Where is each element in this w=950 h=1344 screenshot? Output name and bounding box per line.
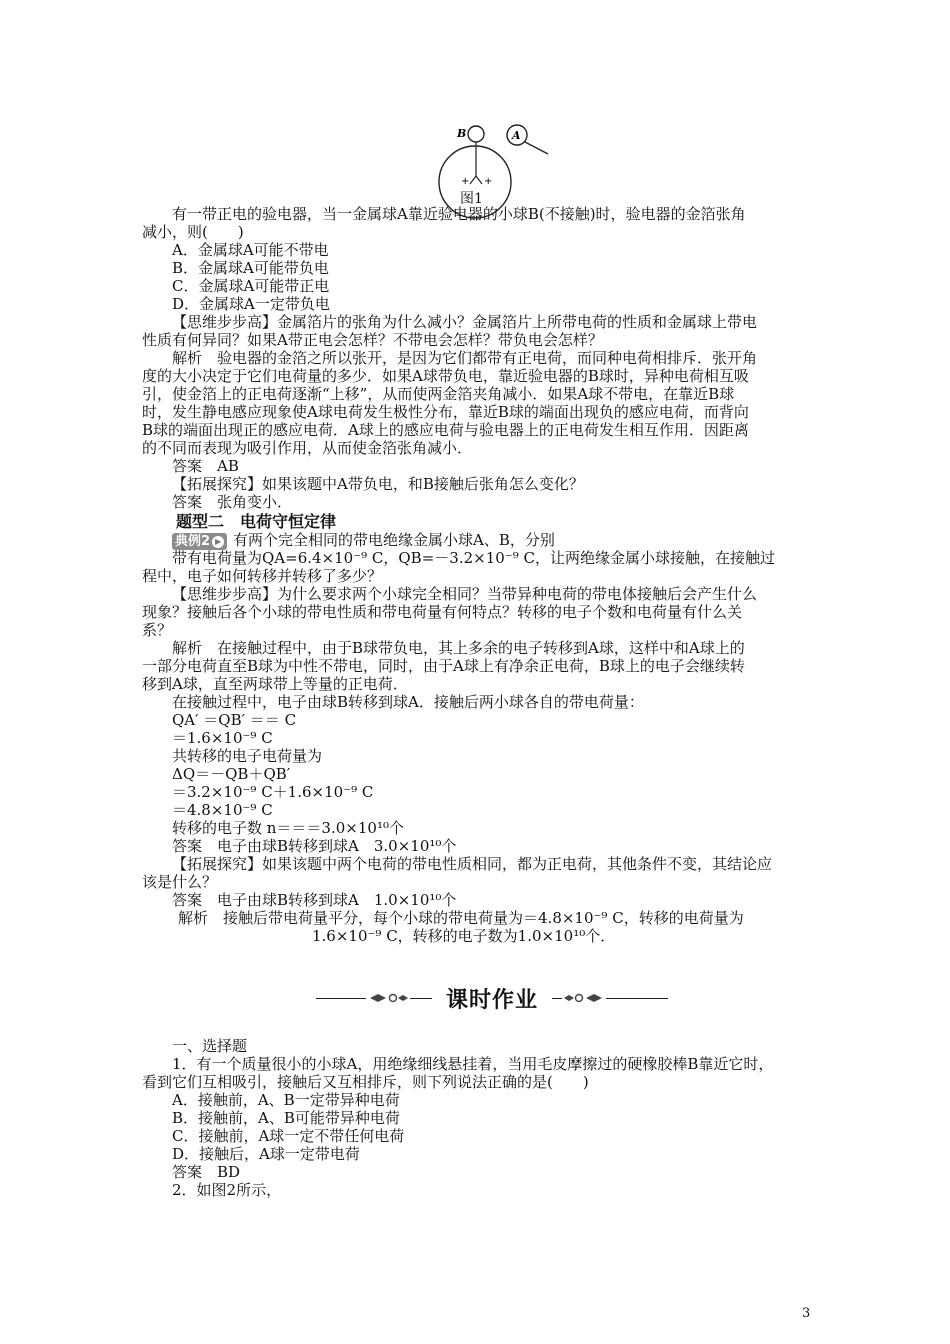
text-line xyxy=(172,260,852,277)
text-line xyxy=(172,1164,852,1181)
ball-b xyxy=(468,126,484,142)
text-line xyxy=(172,1182,852,1199)
text-line-content: 一部分电荷直至B球为中性不带电，同时，由于A球上有净余正电荷，B球上的电子会继续转 xyxy=(142,657,745,675)
text-line-content: 该是什么？ xyxy=(142,873,218,891)
text-line xyxy=(172,1110,852,1127)
text-line xyxy=(142,622,822,639)
text-line xyxy=(172,1056,852,1073)
text-line-content: 1.6×10⁻⁹ C，转移的电子数为1.0×10¹⁰个． xyxy=(312,927,616,945)
text-line xyxy=(142,386,822,403)
text-line-content: C．接触前，A球一定不带任何电荷 xyxy=(172,1127,405,1145)
text-line xyxy=(172,1128,852,1145)
text-line xyxy=(142,1074,822,1091)
text-line-content: 性质有何异同？如果A带正电会怎样？不带电会怎样？带负电会怎样？ xyxy=(142,331,603,349)
text-line xyxy=(142,224,822,241)
text-line xyxy=(312,928,950,945)
text-line xyxy=(142,658,822,675)
text-line xyxy=(172,314,852,331)
text-line-content: 【思维步步高】金属箔片的张角为什么减小？金属箔片上所带电荷的性质和金属球上带电 xyxy=(172,313,758,331)
text-line-content: 【拓展探究】如果该题中两个电荷的带电性质相同，都为正电荷，其他条件不变，其结论应 xyxy=(172,855,773,873)
text-line-content: 系？ xyxy=(142,621,173,639)
text-line-content: 在接触过程中，电子由球B转移到球A．接触后两小球各自的带电荷量： xyxy=(172,693,644,711)
text-line-content: 引，使金箔上的正电荷逐渐“上移”，从而使两金箔夹角减小．如果A球不带电，在靠近B球 xyxy=(142,385,735,403)
section-heading: 题型二 电荷守恒定律 xyxy=(176,512,337,531)
text-line-content: 度的大小决定于它们电荷量的多少．如果A球带负电，靠近验电器的B球时，异种电荷相互吸 xyxy=(142,367,749,385)
text-line-content: 一、选择题 xyxy=(172,1037,248,1055)
text-line xyxy=(142,368,822,385)
text-line-content: ＝1.6×10⁻⁹ C xyxy=(172,729,273,747)
text-line xyxy=(172,802,852,819)
text-line-content: 1．有一个质量很小的小球A，用绝缘细线悬挂着，当用毛皮摩擦过的硬橡胶棒B靠近它时， xyxy=(172,1055,774,1073)
figure-caption: 图1 xyxy=(460,191,483,207)
text-line xyxy=(172,278,852,295)
text-line-content: 程中，电子如何转移并转移了多少？ xyxy=(142,567,383,585)
text-line xyxy=(142,676,822,693)
text-line-content: 的不同而表现为吸引作用，从而使金箔张角减小． xyxy=(142,439,473,457)
label-a: A xyxy=(512,129,521,142)
text-line-content: 答案 电子由球B转移到球A 3.0×10¹⁰个 xyxy=(172,837,457,855)
text-line xyxy=(178,910,858,927)
text-line-content: 转移的电子数 n＝＝＝3.0×10¹⁰个 xyxy=(172,819,404,837)
svg-text:+: + xyxy=(484,176,493,187)
text-line xyxy=(172,820,852,837)
text-line-content: B．金属球A可能带负电 xyxy=(172,259,329,277)
text-line-content: 时，发生静电感应现象使A球电荷发生极性分布，靠近B球的端面出现负的感应电荷，而背向 xyxy=(142,403,749,421)
label-b: B xyxy=(457,127,467,140)
text-line-content: 2．如图2所示， xyxy=(172,1181,282,1199)
text-line-content: B．接触前，A、B可能带异种电荷 xyxy=(172,1109,400,1127)
text-line-content: ＝4.8×10⁻⁹ C xyxy=(172,801,273,819)
text-line xyxy=(172,1146,852,1163)
insulating-rod xyxy=(525,142,548,154)
ornament-icon xyxy=(368,992,408,1004)
text-line xyxy=(172,694,852,711)
text-line-content: C．金属球A可能带正电 xyxy=(172,277,330,295)
text-line-content: 【拓展探究】如果该题中A带负电，和B接触后张角怎么变化？ xyxy=(172,475,584,493)
text-line-content: 移到A球，直至两球带上等量的正电荷． xyxy=(142,675,408,693)
text-line-content: 答案 AB xyxy=(172,457,239,475)
text-line xyxy=(142,332,822,349)
text-line xyxy=(172,892,852,909)
text-line xyxy=(172,730,852,747)
text-line xyxy=(142,604,822,621)
section-title: 课时作业 xyxy=(445,988,538,1013)
text-line xyxy=(172,766,852,783)
text-line-content: A．接触前，A、B一定带异种电荷 xyxy=(172,1091,400,1109)
example-badge: 典例2 ▶ xyxy=(172,533,227,550)
text-line-content: 看到它们互相吸引，接触后又互相排斥，则下列说法正确的是( ) xyxy=(142,1073,589,1091)
text-line xyxy=(172,296,852,313)
text-line-content: 减小，则( ) xyxy=(142,223,244,241)
text-line-content: 带有电荷量为QA=6.4×10⁻⁹ C，QB=－3.2×10⁻⁹ C，让两绝缘金属小球接触，在接触过 xyxy=(172,549,775,567)
text-line-content: QA′ ＝QB′ ＝＝ C xyxy=(172,711,297,729)
text-line xyxy=(172,640,852,657)
page-number: 3 xyxy=(802,1306,811,1321)
text-line-content: D．接触后，A球一定带电荷 xyxy=(172,1145,360,1163)
text-line xyxy=(142,440,822,457)
text-line xyxy=(142,404,822,421)
text-line-content: 答案 电子由球B转移到球A 1.0×10¹⁰个 xyxy=(172,891,457,909)
text-line-content: ΔQ＝－QB＋QB′ xyxy=(172,765,291,783)
text-line-content: 解析 接触后带电荷量平分，每个小球的带电荷量为＝4.8×10⁻⁹ C，转移的电荷量为 xyxy=(178,909,744,927)
text-line xyxy=(142,874,822,891)
text-line xyxy=(172,550,852,567)
text-line xyxy=(172,1092,852,1109)
text-line xyxy=(172,242,852,259)
text-line xyxy=(172,748,852,765)
text-line xyxy=(172,838,852,855)
text-line-content: 现象？接触后各个小球的带电性质和带电荷量有何特点？转移的电子个数和电荷量有什么关 xyxy=(142,603,743,621)
text-line xyxy=(172,1038,852,1055)
svg-text:+: + xyxy=(461,176,470,187)
text-line xyxy=(172,712,852,729)
text-line-content: D．金属球A一定带负电 xyxy=(172,295,330,313)
text-line-content: 答案 张角变小． xyxy=(172,493,293,511)
text-line xyxy=(142,568,822,585)
text-line xyxy=(172,350,852,367)
ornament-icon xyxy=(564,992,604,1004)
text-line-content: ＝3.2×10⁻⁹ C＋1.6×10⁻⁹ C xyxy=(172,783,374,801)
text-line-content: B球的端面出现正的感应电荷．A球上的感应电荷与验电器上的正电荷发生相互作用．因距离 xyxy=(142,421,749,439)
text-line xyxy=(172,494,852,511)
play-icon: ▶ xyxy=(212,536,224,548)
text-line-content: 解析 验电器的金箔之所以张开，是因为它们都带有正电荷，而同种电荷相排斥．张开角 xyxy=(172,349,758,367)
text-line-content: 【思维步步高】为什么要求两个小球完全相同？当带异种电荷的带电体接触后会产生什么 xyxy=(172,585,758,603)
text-line-content: 答案 BD xyxy=(172,1163,241,1181)
text-line-content: 共转移的电子电荷量为 xyxy=(172,747,323,765)
text-line xyxy=(172,458,852,475)
text-line xyxy=(142,422,822,439)
text-line xyxy=(172,206,852,223)
text-line xyxy=(172,476,852,493)
text-line-content: A．金属球A可能不带电 xyxy=(172,241,329,259)
text-line xyxy=(172,784,852,801)
text-line xyxy=(172,532,852,550)
text-line xyxy=(172,856,852,873)
text-line-content: 有一带正电的验电器，当一金属球A靠近验电器的小球B(不接触)时，验电器的金箔张角 xyxy=(172,205,746,223)
text-line-content: 解析 在接触过程中，由于B球带负电，其上多余的电子转移到A球，这样中和A球上的 xyxy=(172,639,745,657)
text-line xyxy=(172,586,852,603)
section-banner xyxy=(316,983,668,1013)
text-line-content: 有两个完全相同的带电绝缘金属小球A、B，分别 xyxy=(233,531,555,549)
